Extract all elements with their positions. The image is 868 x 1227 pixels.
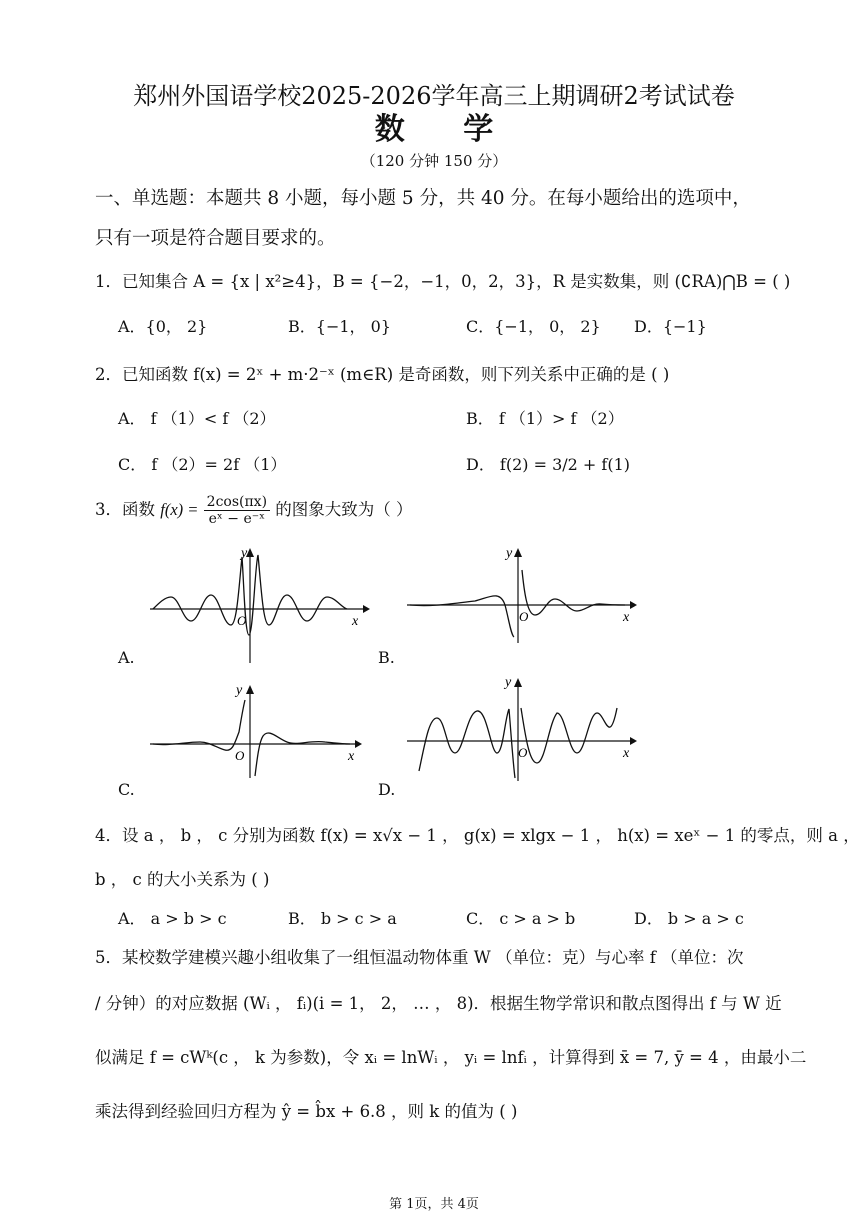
q3a-origin-label: O — [237, 613, 247, 628]
question-5-line2: / 分钟）的对应数据 (Wᵢ ， fᵢ)(i = 1， 2， … ， 8)．根据生物学常识和散点图得出 f 与 W 近 — [95, 994, 782, 1013]
q2-option-d: D． f(2) = 3/2 + f(1) — [466, 455, 630, 474]
q3b-origin-label: O — [519, 609, 529, 624]
q1-option-b: B．{−1， 0} — [288, 317, 391, 336]
q3d-y-label: y — [505, 675, 512, 690]
q3-function-fraction — [204, 494, 270, 527]
q2-option-a: A． f （1）< f （2） — [118, 409, 276, 428]
q4-option-a: A． a > b > c — [118, 909, 227, 928]
q3-graph-a — [145, 545, 370, 665]
exam-timing: （120 分钟 150 分） — [360, 152, 508, 170]
q2-option-c: C． f （2）= 2f （1） — [118, 455, 287, 474]
q3-option-a-label: A. — [118, 648, 135, 667]
q1-option-c: C．{−1， 0， 2} — [466, 317, 601, 336]
question-3-stem — [95, 494, 413, 527]
q3-option-c-label: C. — [118, 780, 135, 799]
question-4-line2: b ， c 的大小关系为 ( ) — [95, 870, 270, 889]
q3a-y-label: y — [241, 546, 248, 561]
q3-function-denominator: eˣ − e⁻ˣ — [208, 511, 266, 527]
q3d-x-label: x — [623, 746, 630, 761]
q3-graph-b — [405, 545, 637, 645]
page-footer: 第 1页，共 4页 — [389, 1197, 479, 1212]
q3-stem-prefix: 3．函数 — [95, 500, 155, 519]
question-5-line1: 5．某校数学建模兴趣小组收集了一组恒温动物体重 W （单位：克）与心率 f （单位：次 — [95, 948, 744, 967]
q4-option-b: B． b > c > a — [288, 909, 397, 928]
section-instructions-line1: 一、单选题：本题共 8 小题，每小题 5 分，共 40 分。在每小题给出的选项中， — [95, 188, 751, 209]
q3c-x-label: x — [348, 749, 355, 764]
question-2-stem: 2．已知函数 f(x) = 2ˣ + m·2⁻ˣ (m∈R) 是奇函数，则下列关系中正确的是 ( ) — [95, 365, 670, 384]
q3-function-numerator: 2cos(πx) — [204, 494, 270, 511]
q2-option-b: B． f （1）> f （2） — [466, 409, 624, 428]
question-5-line4: 乘法得到经验回归方程为 ŷ = b̂x + 6.8 ，则 k 的值为 ( ) — [95, 1102, 518, 1121]
q3c-origin-label: O — [235, 748, 245, 763]
q3d-origin-label: O — [518, 745, 528, 760]
subject-title: 数 学 — [374, 112, 518, 147]
question-4-line1: 4．设 a ， b ， c 分别为函数 f(x) = x√x − 1 ， g(x) = xlgx − 1 ， h(x) = xeˣ − 1 的零点，则 a ， — [95, 826, 860, 845]
q3b-x-label: x — [623, 610, 630, 625]
q3a-x-label: x — [352, 614, 359, 629]
q4-option-d: D． b > a > c — [634, 909, 744, 928]
q3-graph-c — [145, 680, 370, 780]
q1-option-a: A．{0， 2} — [118, 317, 208, 336]
question-5-line3: 似满足 f = cWᵏ(c ， k 为参数)，令 xᵢ = lnWᵢ ， yᵢ = lnfᵢ ，计算得到 x̄ = 7, ȳ = 4 ，由最小二 — [95, 1048, 807, 1067]
q3-graph-d — [405, 673, 637, 783]
q3-option-d-label: D. — [378, 780, 396, 799]
section-instructions-line2: 只有一项是符合题目要求的。 — [95, 228, 336, 249]
q3-function-lhs: f(x) = — [160, 500, 199, 519]
exam-title: 郑州外国语学校2025-2026学年高三上期调研2考试试卷 — [133, 82, 735, 110]
q1-option-d: D．{−1} — [634, 317, 707, 336]
q3-stem-suffix: 的图象大致为（ ） — [275, 500, 413, 519]
question-1-stem: 1．已知集合 A = {x | x²≥4}，B = {−2，−1，0，2，3}，R 是实数集，则 (∁RA)⋂B = ( ) — [95, 272, 791, 291]
q4-option-c: C． c > a > b — [466, 909, 576, 928]
q3-option-b-label: B. — [378, 648, 395, 667]
q3c-y-label: y — [236, 683, 243, 698]
q3b-y-label: y — [506, 546, 513, 561]
